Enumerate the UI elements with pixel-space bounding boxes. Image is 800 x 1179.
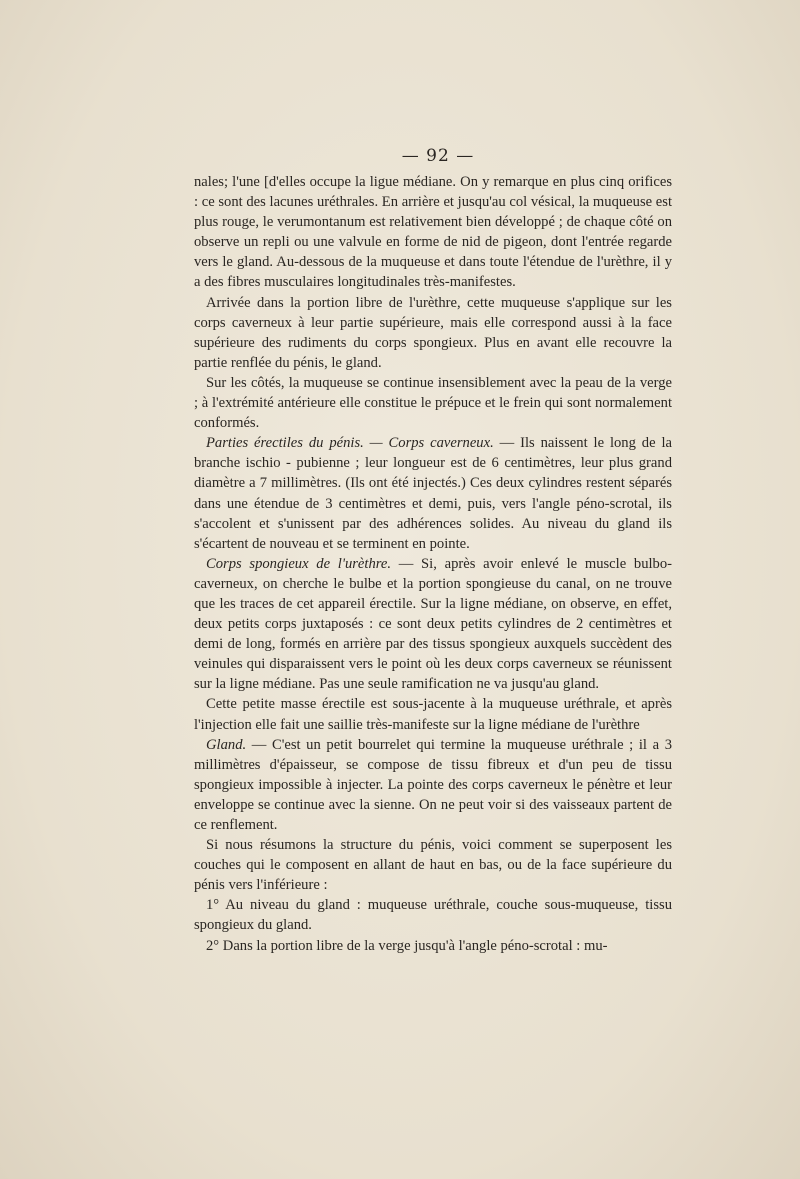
section-heading: Corps spongieux de l'urèthre.: [206, 555, 392, 572]
paragraph: Cette petite masse érectile est sous-jacente à la muqueuse uréthrale, et après l'injection elle fait une saillie très-manifeste sur la ligne médiane de l'urèthre: [194, 696, 672, 733]
section-heading: Parties érectiles du pénis. — Corps caverneux.: [206, 435, 494, 452]
page-number: — 92 —: [401, 146, 475, 166]
paragraph: nales; l'une [d'elles occupe la ligue médiane. On y remarque en plus cinq orifices : ce sont des lacunes uréthrales. En arrière et jusqu'au col vésical, la muqueuse est plus rouge, le verumontanum est relativement bien développé ; de chaque côté on observe un repli ou une valvule en forme de nid de pigeon, dont l'entrée regarde vers le gland. Au-dessous de la muqueuse et dans toute l'étendue de l'urèthre, il y a des fibres musculaires longitudinales très-manifestes.: [194, 174, 672, 291]
page-body: [194, 172, 672, 956]
list-item: 1° Au niveau du gland : muqueuse uréthrale, couche sous-muqueuse, tissu spongieux du gland.: [194, 897, 672, 934]
paragraph: Sur les côtés, la muqueuse se continue insensiblement avec la peau de la verge ; à l'extrémité antérieure elle constitue le prépuce et le frein qui sont normalement conformés.: [194, 374, 672, 432]
paragraph: Parties érectiles du pénis. — Corps caverneux. — Ils naissent le long de la branche ischio - pubienne ; leur longueur est de 6 centimètres, leur plus grand diamètre a 7 millimètres. (Ils ont été injectés.) Ces deux cylindres restent séparés dans une étendue de 3 centimètres et demi, puis, vers l'angle péno-scrotal, ils s'accolent et s'unissent par des adhérences solides. Au niveau du gland ils s'écartent de nouveau et se terminent en pointe.: [194, 435, 672, 552]
paragraph: Si nous résumons la structure du pénis, voici comment se superposent les couches qui le composent en allant de haut en bas, ou de la face supérieure du pénis vers l'inférieure :: [194, 837, 672, 894]
list-item: 2° Dans la portion libre de la verge jusqu'à l'angle péno-scrotal : mu-: [206, 937, 608, 954]
paragraph: Corps spongieux de l'urèthre. — Si, après avoir enlevé le muscle bulbo-caverneux, on cherche le bulbe et la portion spongieuse du canal, on ne trouve que les traces de cet appareil érectile. Sur la ligne médiane, on observe, en effet, deux petits corps juxtaposés : ce sont deux petits cylindres de 2 centimètres et demi de long, formés en arrière par des tissus spongieux auxquels succèdent des veinules qui disparaissent vers le point où les deux corps caverneux se réunissent sur la ligne médiane. Pas une seule ramification ne va jusqu'au gland.: [194, 555, 672, 693]
paragraph: Gland. — C'est un petit bourrelet qui termine la muqueuse uréthrale ; il a 3 millimètres d'épaisseur, se compose de tissu fibreux et d'un peu de tissu spongieux impossible à injecter. La pointe des corps caverneux le pénètre et leur enveloppe se continue avec la sienne. On ne peut voir si des vaisseaux partent de ce renflement.: [194, 736, 672, 833]
paragraph: Arrivée dans la portion libre de l'urèthre, cette muqueuse s'applique sur les corps caverneux à leur partie supérieure, mais elle correspond aussi à la face supérieure des rudiments du corps spongieux. Plus en avant elle recouvre la partie renflée du pénis, le gland.: [194, 294, 672, 371]
section-heading: Gland.: [206, 736, 247, 753]
